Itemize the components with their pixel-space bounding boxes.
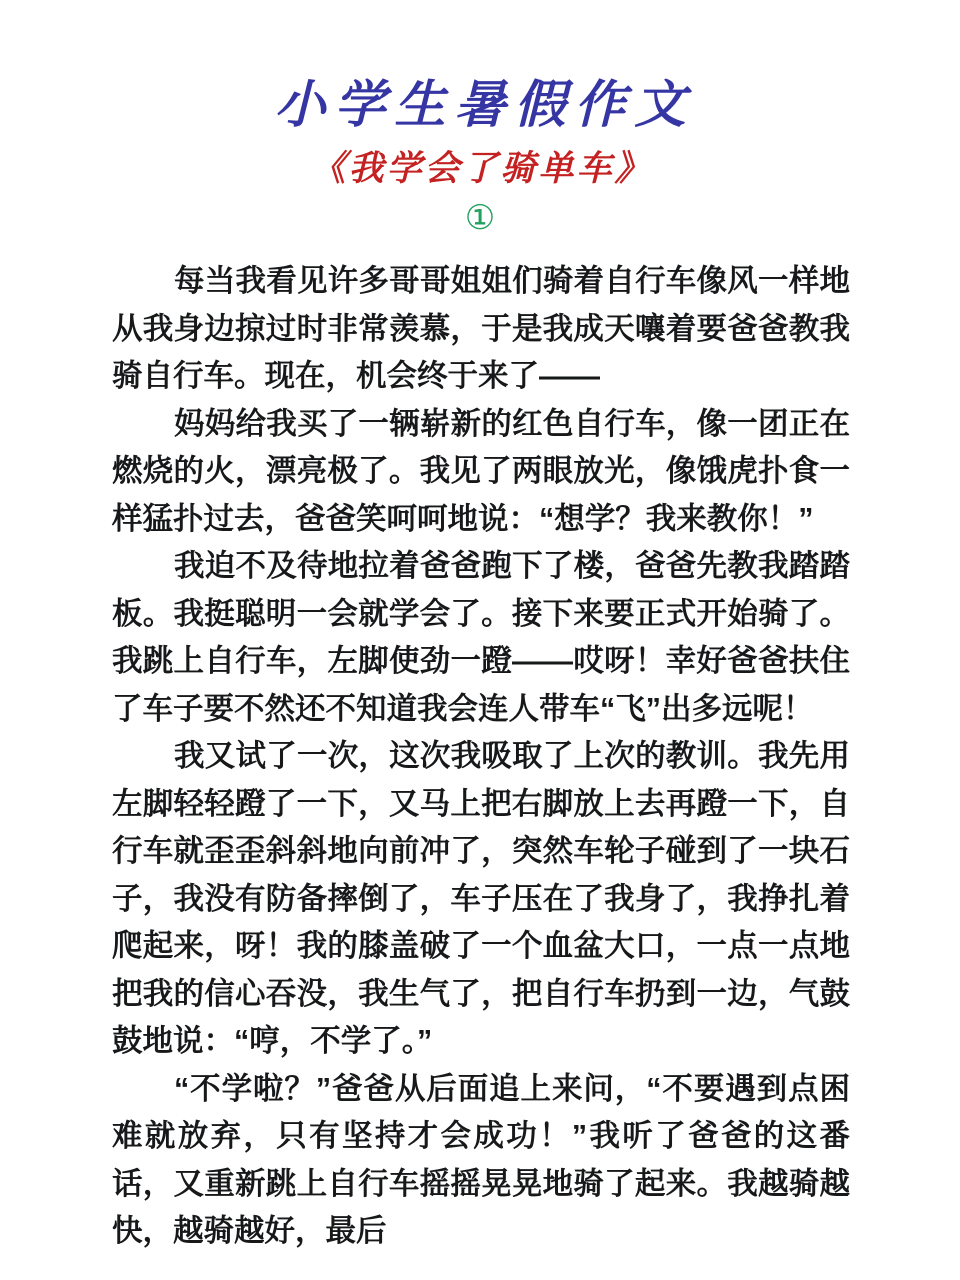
title-block xyxy=(0,76,960,237)
paragraph: “不学啦？”爸爸从后面追上来问，“不要遇到点困难就放弃，只有坚持才会成功！”我听了爸爸的这番话，又重新跳上自行车摇摇晃晃地骑了起来。我越骑越快，越骑越好，最后 xyxy=(112,1071,850,1248)
paragraph: 妈妈给我买了一辆崭新的红色自行车，像一团正在燃烧的火，漂亮极了。我见了两眼放光，像饿虎扑食一样猛扑过去，爸爸笑呵呵地说：“想学？我来教你！” xyxy=(112,406,850,536)
essay-body xyxy=(112,258,850,1256)
page-number-marker: ① xyxy=(464,199,496,237)
paragraph: 我迫不及待地拉着爸爸跑下了楼，爸爸先教我踏踏板。我挺聪明一会就学会了。接下来要正式开始骑了。我跳上自行车，左脚使劲一蹬——哎呀！幸好爸爸扶住了车子要不然还不知道我会连人带车“飞”出多远呢！ xyxy=(112,549,850,726)
page-title: 小学生暑假作文 xyxy=(274,75,695,135)
paragraph: 我又试了一次，这次我吸取了上次的教训。我先用左脚轻轻蹬了一下，又马上把右脚放上去再蹬一下，自行车就歪歪斜斜地向前冲了，突然车轮子碰到了一块石子，我没有防备摔倒了，车子压在了我身了，我挣扎着爬起来，呀！我的膝盖破了一个血盆大口，一点一点地把我的信心吞没，我生气了，把自行车扔到一边，气鼓鼓地说：“哼，不学了。” xyxy=(112,739,850,1058)
paragraph: 每当我看见许多哥哥姐姐们骑着自行车像风一样地从我身边掠过时非常羡慕，于是我成天嚷着要爸爸教我骑自行车。现在，机会终于来了—— xyxy=(112,264,850,393)
essay-subtitle: 《我学会了骑单车》 xyxy=(310,148,653,189)
